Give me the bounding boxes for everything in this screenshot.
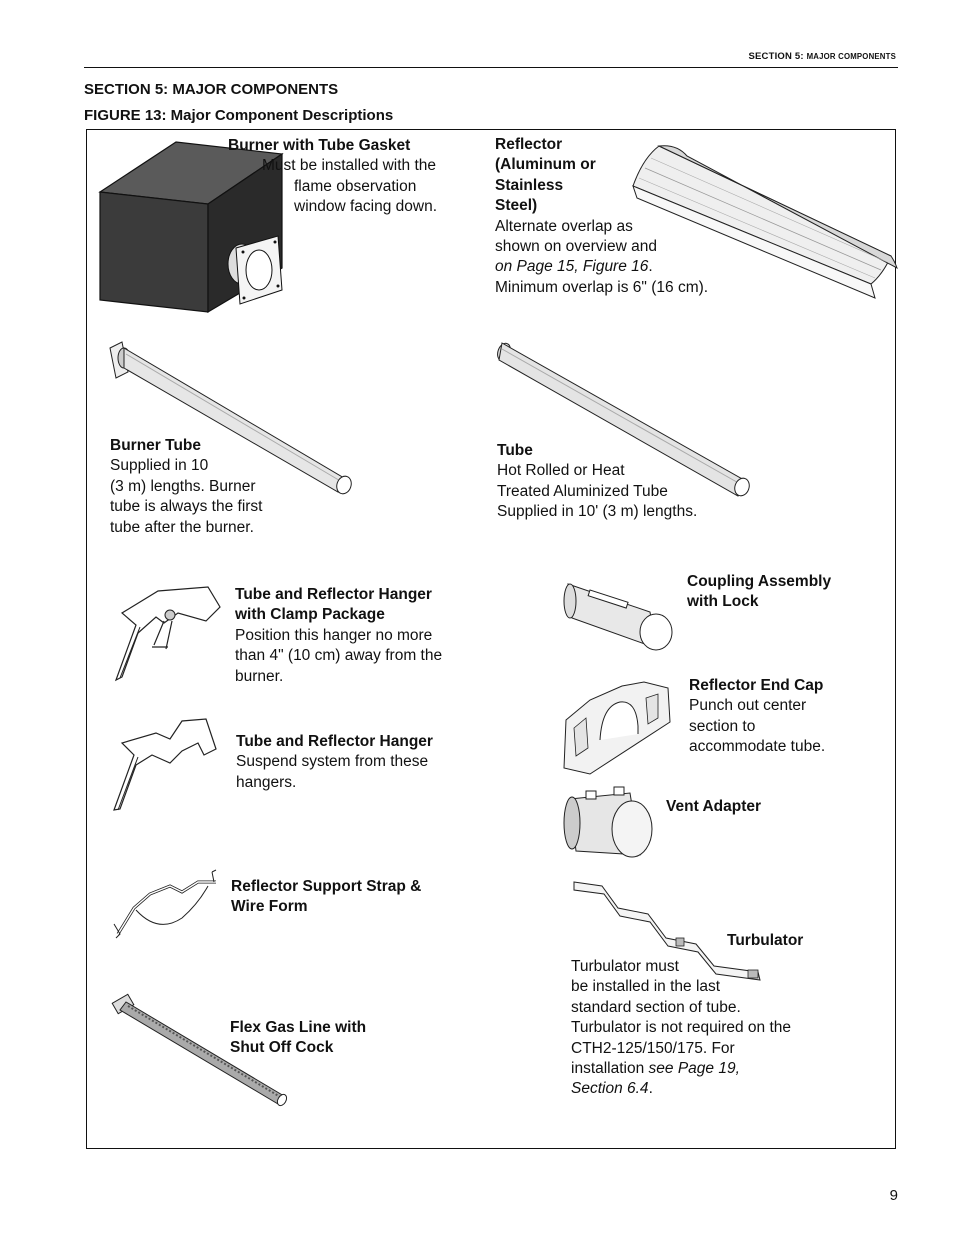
- turbulator-line-6: [571, 1059, 791, 1079]
- running-header: [748, 51, 896, 62]
- tube-title: Tube: [497, 442, 533, 459]
- turbulator-line-3: standard section of tube.: [571, 998, 741, 1016]
- turbulator-line-7: [571, 1079, 791, 1099]
- flex-gas-title-2: Shut Off Cock: [230, 1039, 334, 1057]
- burner-line-3: window facing down.: [294, 198, 438, 216]
- support-strap-title-2: Wire Form: [231, 898, 308, 916]
- page-number: 9: [889, 1187, 898, 1204]
- coupling-title-2: with Lock: [687, 593, 759, 611]
- reflector-line-1: Alternate overlap as: [495, 217, 633, 235]
- hanger-description: [236, 732, 433, 793]
- reflector-figure-ref: on Page 15, Figure 16: [495, 258, 649, 276]
- burner-line-1: Must be installed with the: [262, 157, 437, 175]
- reflector-title-4: Steel): [495, 197, 538, 215]
- hanger-illustration: [108, 715, 220, 815]
- hanger-clamp-line-1: Position this hanger no more: [235, 626, 433, 644]
- header-rule: [84, 67, 898, 68]
- turbulator-page-ref: see Page 19,: [648, 1060, 740, 1078]
- turbulator-title: Turbulator: [727, 932, 804, 949]
- reflector-line-2: shown on overview and: [495, 238, 657, 256]
- flex-gas-description: [230, 1018, 366, 1059]
- end-cap-line-1: Punch out center: [689, 697, 807, 715]
- tube-line-2: Treated Aluminized Tube: [497, 482, 668, 500]
- tube-line-1: Hot Rolled or Heat: [497, 462, 625, 480]
- end-cap-title: Reflector End Cap: [689, 677, 824, 694]
- turbulator-line-2: be installed in the last: [571, 978, 721, 996]
- flex-gas-title-1: Flex Gas Line with: [230, 1019, 367, 1036]
- coupling-description: [687, 572, 831, 613]
- end-cap-description: [689, 676, 825, 758]
- running-header-prefix: SECTION 5:: [748, 51, 807, 62]
- turbulator-line-6-start: installation: [571, 1060, 649, 1078]
- turbulator-line-7-end: .: [648, 1080, 653, 1098]
- vent-adapter-illustration: [560, 785, 660, 860]
- support-strap-illustration: [108, 868, 223, 943]
- reflector-title-2: (Aluminum or: [495, 156, 596, 174]
- burner-tube-line-3: tube is always the first: [110, 498, 263, 516]
- coupling-title-1: Coupling Assembly: [687, 573, 832, 590]
- turbulator-line-4: Turbulator is not required on the: [571, 1019, 791, 1037]
- end-cap-line-2: section to: [689, 717, 756, 735]
- hanger-clamp-title-1: Tube and Reflector Hanger: [235, 586, 432, 603]
- hanger-clamp-title-2: with Clamp Package: [235, 606, 385, 624]
- turbulator-section-ref: Section 6.4: [571, 1080, 649, 1098]
- hanger-clamp-description: [235, 585, 442, 687]
- burner-tube-line-2: (3 m) lengths. Burner: [110, 477, 256, 495]
- figure-caption: FIGURE 13: Major Component Descriptions: [84, 107, 394, 124]
- burner-tube-line-4: tube after the burner.: [110, 518, 254, 536]
- hanger-line-2: hangers.: [236, 773, 297, 791]
- vent-adapter-description: [666, 797, 761, 817]
- hanger-clamp-illustration: [108, 585, 226, 685]
- reflector-title-1: Reflector: [495, 136, 563, 153]
- support-strap-title-1: Reflector Support Strap &: [231, 878, 422, 895]
- burner-description: [228, 136, 437, 218]
- turbulator-line-1: Turbulator must: [571, 958, 679, 975]
- hanger-clamp-line-3: burner.: [235, 667, 284, 685]
- burner-title: Burner with Tube Gasket: [228, 137, 411, 154]
- section-heading: SECTION 5: MAJOR COMPONENTS: [84, 81, 339, 98]
- running-header-section: MAJOR COMPONENTS: [806, 52, 896, 61]
- turbulator-line-5: CTH2-125/150/175. For: [571, 1039, 735, 1057]
- coupling-illustration: [560, 570, 680, 655]
- burner-tube-title: Burner Tube: [110, 437, 201, 454]
- burner-line-2: flame observation: [294, 177, 417, 195]
- support-strap-description: [231, 877, 421, 918]
- hanger-line-1: Suspend system from these: [236, 753, 429, 771]
- burner-tube-description: [110, 436, 262, 538]
- end-cap-line-3: accommodate tube.: [689, 738, 826, 756]
- end-cap-illustration: [560, 678, 675, 776]
- reflector-description: [495, 135, 708, 298]
- reflector-line-3-end: .: [648, 258, 653, 276]
- tube-line-3: Supplied in 10' (3 m) lengths.: [497, 503, 698, 521]
- hanger-title: Tube and Reflector Hanger: [236, 733, 433, 750]
- reflector-title-3: Stainless: [495, 176, 564, 194]
- reflector-line-3: [495, 257, 708, 277]
- turbulator-description: [571, 957, 791, 1100]
- vent-adapter-title: Vent Adapter: [666, 798, 762, 815]
- tube-description: [497, 441, 697, 523]
- burner-tube-line-1: Supplied in 10: [110, 457, 209, 475]
- hanger-clamp-line-2: than 4" (10 cm) away from the: [235, 647, 443, 665]
- reflector-line-4: Minimum overlap is 6" (16 cm).: [495, 278, 709, 296]
